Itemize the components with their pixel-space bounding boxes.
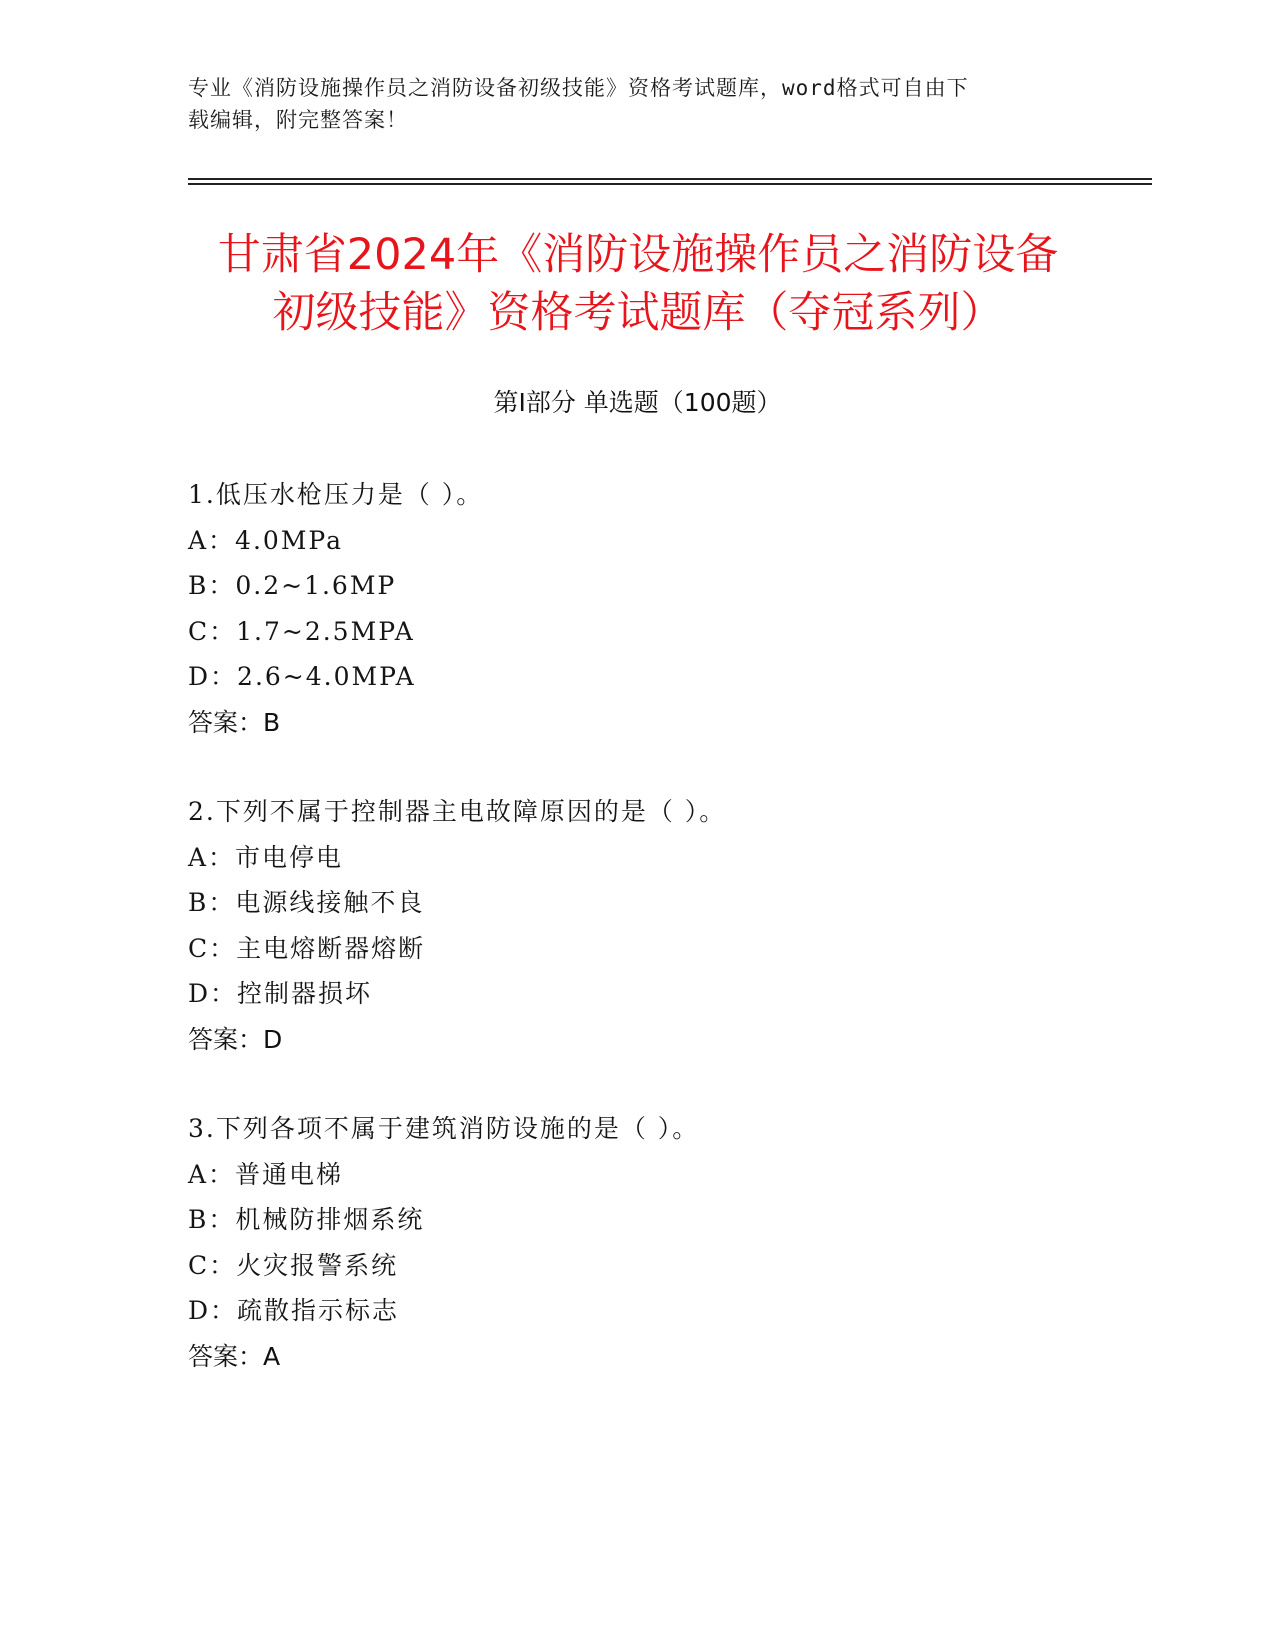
question-stem: 3.下列各项不属于建筑消防设施的是（ ）。	[188, 1114, 700, 1143]
question-item	[188, 789, 1148, 1062]
answer-text: 答案：B	[188, 707, 281, 737]
option-d: D：疏散指示标志	[188, 1296, 400, 1325]
option-b: B：0.2~1.6MP	[188, 571, 397, 600]
answer-text: 答案：A	[188, 1341, 281, 1371]
document-title-line: 初级技能》资格考试题库（夺冠系列）	[272, 288, 1004, 338]
option-a: A：市电停电	[188, 842, 344, 872]
option-d: D：控制器损坏	[188, 979, 373, 1008]
question-item	[188, 1106, 1148, 1379]
document-title-line: 甘肃省2024年《消防设施操作员之消防设备	[217, 230, 1059, 280]
option-c: C：1.7~2.5MPA	[188, 616, 415, 646]
option-a: A：普通电梯	[188, 1159, 344, 1189]
option-c: C：主电熔断器熔断	[188, 933, 426, 963]
question-stem: 2.下列不属于控制器主电故障原因的是（ ）。	[188, 797, 727, 826]
section-title: 第I部分 单选题（100题）	[493, 388, 782, 417]
divider-line	[188, 178, 1152, 180]
option-c: C：火灾报警系统	[188, 1250, 399, 1280]
question-item	[188, 472, 1148, 745]
option-b: B：电源线接触不良	[188, 888, 425, 917]
header-note-line: 专业《消防设施操作员之消防设备初级技能》资格考试题库，word格式可自由下	[188, 76, 969, 100]
header-note-line: 载编辑，附完整答案！	[188, 108, 408, 132]
divider-line	[188, 183, 1152, 185]
question-stem: 1.低压水枪压力是（ ）。	[188, 480, 484, 509]
document-title	[188, 226, 1088, 342]
option-a: A：4.0MPa	[188, 525, 344, 555]
option-d: D：2.6~4.0MPA	[188, 662, 416, 691]
header-note	[188, 72, 1088, 136]
answer-text: 答案：D	[188, 1024, 283, 1054]
option-b: B：机械防排烟系统	[188, 1205, 425, 1234]
